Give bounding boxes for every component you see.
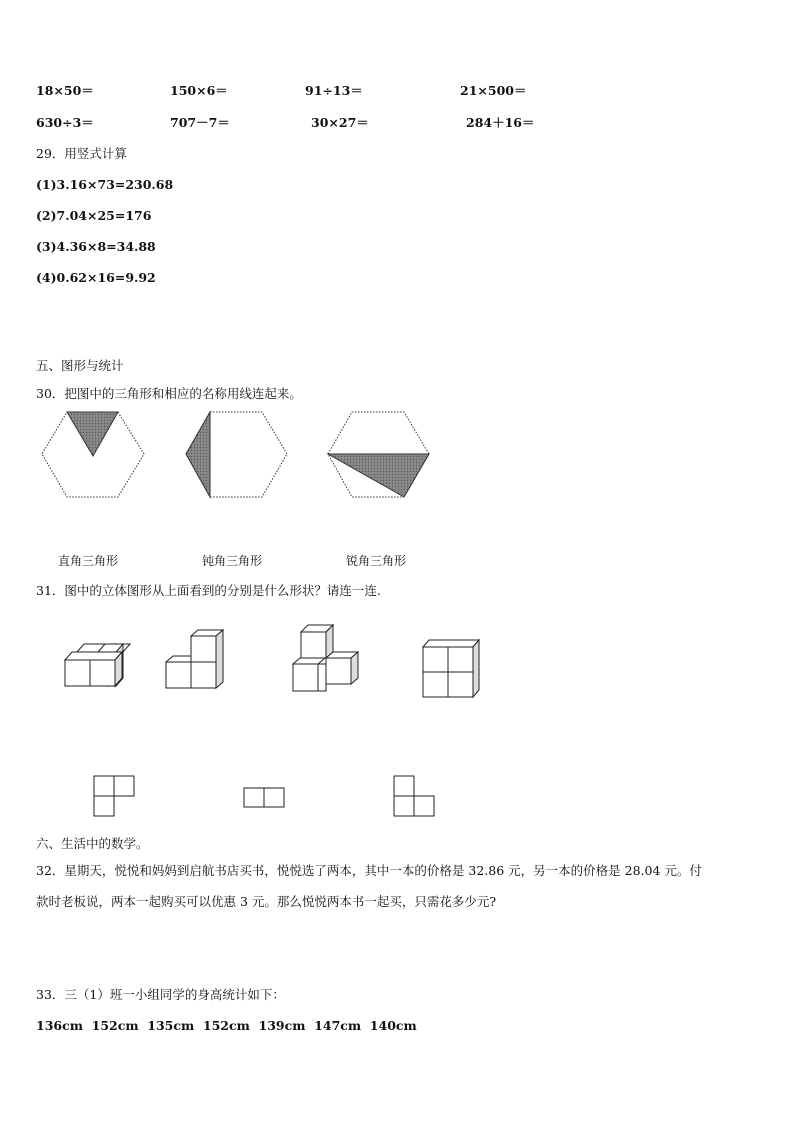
oral-calc-6: 707－7＝ bbox=[170, 115, 230, 130]
shaded-triangle-3 bbox=[328, 454, 429, 497]
q29-item-1: (1)3.16×73=230.68 bbox=[36, 177, 174, 192]
q29-item-2: (2)7.04×25=176 bbox=[36, 208, 152, 223]
q30-title: 30．把图中的三角形和相应的名称用线连起来。 bbox=[36, 386, 302, 401]
solid-3 bbox=[293, 625, 358, 691]
oral-calc-2: 150×6＝ bbox=[170, 83, 228, 98]
top-view-1 bbox=[94, 776, 134, 816]
hexagon-3 bbox=[328, 412, 429, 497]
q32-line-2: 款时老板说，两本一起购买可以优惠 3 元。那么悦悦两本书一起买，只需花多少元? bbox=[36, 894, 497, 909]
section5-title: 五、图形与统计 bbox=[36, 358, 124, 373]
q33-data: 136cm 152cm 135cm 152cm 139cm 147cm 140cm bbox=[36, 1018, 417, 1033]
label-obtuse-triangle: 钝角三角形 bbox=[202, 554, 263, 568]
solid-2 bbox=[166, 630, 223, 688]
solid-1 bbox=[65, 644, 130, 686]
hexagon-2 bbox=[186, 412, 287, 497]
oral-calc-7: 30×27＝ bbox=[311, 115, 369, 130]
q33-title: 33．三（1）班一小组同学的身高统计如下： bbox=[36, 987, 285, 1002]
oral-calc-1: 18×50＝ bbox=[36, 83, 94, 98]
oral-calc-4: 21×500＝ bbox=[460, 83, 527, 98]
oral-calc-5: 630÷3＝ bbox=[36, 115, 94, 130]
label-acute-triangle: 锐角三角形 bbox=[346, 554, 407, 568]
top-view-3 bbox=[394, 776, 434, 816]
q29-title: 29．用竖式计算 bbox=[36, 146, 127, 161]
label-right-triangle: 直角三角形 bbox=[58, 554, 119, 568]
hexagon-1 bbox=[42, 412, 144, 497]
top-view-shapes bbox=[90, 772, 450, 822]
q29-item-4: (4)0.62×16=9.92 bbox=[36, 270, 156, 285]
q29-item-3: (3)4.36×8=34.88 bbox=[36, 239, 156, 254]
top-view-2 bbox=[244, 788, 284, 807]
section6-title: 六、生活中的数学。 bbox=[36, 836, 149, 851]
triangle-hexagons-figure bbox=[40, 404, 440, 504]
solid-figures bbox=[60, 620, 490, 710]
oral-calc-8: 284＋16＝ bbox=[466, 115, 535, 130]
solid-4 bbox=[423, 640, 479, 697]
q31-title: 31．图中的立体图形从上面看到的分别是什么形状？请连一连. bbox=[36, 583, 381, 598]
oral-calc-3: 91÷13＝ bbox=[305, 83, 363, 98]
q32-line-1: 32．星期天，悦悦和妈妈到启航书店买书，悦悦选了两本，其中一本的价格是 32.86 元，另一本的价格是 28.04 元。付 bbox=[36, 863, 702, 878]
shaded-triangle-2 bbox=[186, 412, 210, 497]
shaded-triangle-1 bbox=[67, 412, 118, 456]
